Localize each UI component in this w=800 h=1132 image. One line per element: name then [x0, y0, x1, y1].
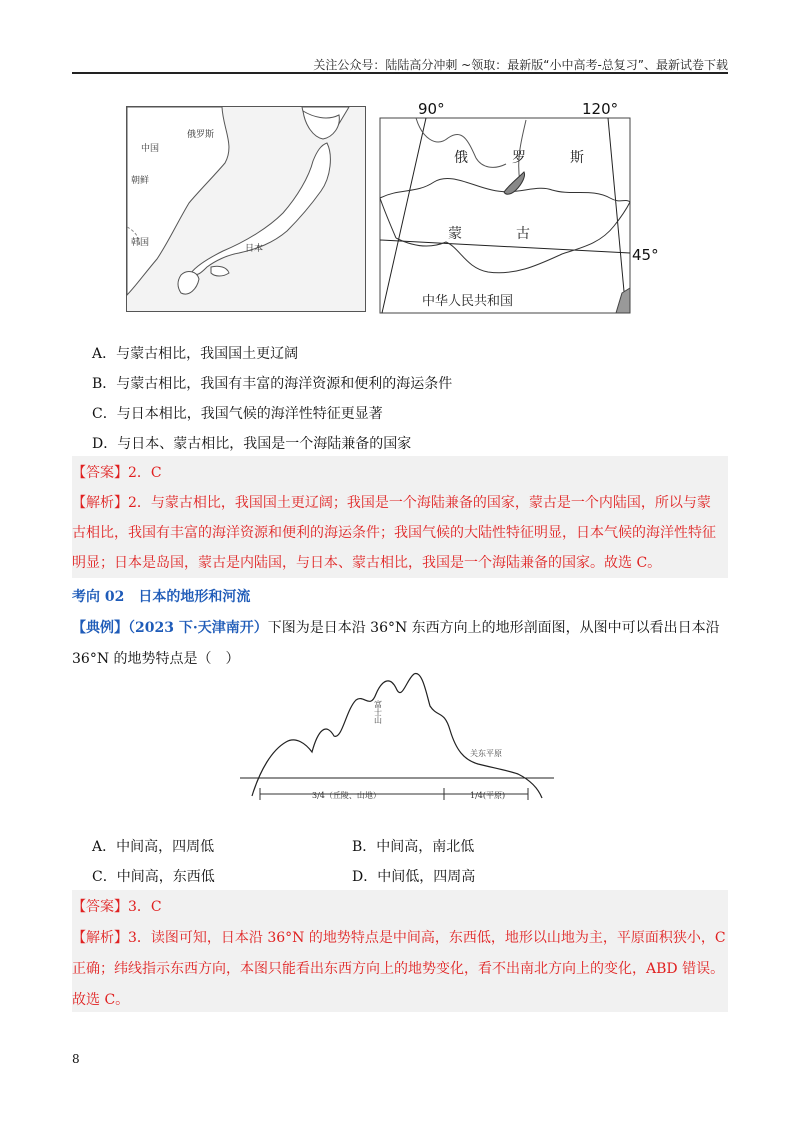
label-lon-90: 90°: [418, 100, 445, 118]
terrain-profile: [238, 670, 558, 810]
map-label-china: 中国: [141, 144, 160, 154]
q2-option-c: C．与日本相比，我国气候的海洋性特征更显著: [92, 406, 383, 422]
label-russia-2: 罗: [512, 150, 526, 166]
q3-analysis-line3: 故选 C。: [72, 992, 130, 1008]
label-mongolia-1: 蒙: [448, 226, 462, 242]
profile-span-left: 3/4（丘陵、山地）: [312, 791, 381, 800]
label-prc: 中华人民共和国: [422, 294, 514, 309]
q2-analysis-line3: 明显；日本是岛国，蒙古是内陆国，与日本、蒙古相比，我国是一个海陆兼备的国家。故选 C。: [72, 555, 662, 571]
label-russia-3: 斯: [570, 150, 584, 166]
label-lat-45: 45°: [632, 246, 659, 264]
page-header: 关注公众号：陆陆高分冲刺 ~领取：最新版“小中高考-总复习”、最新试卷下载: [313, 58, 728, 72]
q3-option-d: D．中间低，四周高: [352, 869, 476, 885]
q3-analysis-line2: 正确；纬线指示东西方向，本图只能看出东西方向上的地势变化，看不出南北方向上的变化，ABD 错误。: [72, 961, 725, 977]
q2-option-d: D．与日本、蒙古相比，我国是一个海陆兼备的国家: [92, 436, 412, 452]
q3-analysis-line1: 【解析】3．读图可知，日本沿 36°N 的地势特点是中间高，东西低，地形以山地为主，平原面积狭小，C: [72, 930, 726, 946]
label-mongolia-2: 古: [516, 226, 530, 242]
header-rule: [72, 72, 728, 74]
page-number: 8: [72, 1052, 80, 1066]
section-title: 考向 02 日本的地形和河流: [72, 589, 251, 605]
q3-answer-block: [72, 890, 728, 1012]
profile-span-right: 1/4(平原): [470, 791, 506, 800]
map-label-north-korea: 朝鲜: [131, 176, 150, 186]
example-line2: 36°N 的地势特点是（ ）: [72, 651, 240, 667]
example-line1: 【典例】（2023 下·天津南开）下图为是日本沿 36°N 东西方向上的地形剖面图，从图中可以看出日本沿: [72, 620, 720, 636]
q3-option-c: C．中间高，东西低: [92, 869, 215, 885]
profile-peak-label: 富士山: [373, 700, 383, 724]
japan-map: [126, 106, 366, 312]
q3-option-a: A．中间高，四周低: [92, 839, 215, 855]
q2-analysis-line1: 【解析】2．与蒙古相比，我国国土更辽阔；我国是一个海陆兼备的国家，蒙古是一个内陆国，所以与蒙: [72, 495, 711, 511]
q3-answer: 【答案】3．C: [72, 899, 162, 915]
map-label-russia: 俄罗斯: [187, 130, 215, 140]
q2-option-b: B．与蒙古相比，我国有丰富的海洋资源和便利的海运条件: [92, 376, 453, 392]
q3-option-b: B．中间高，南北低: [352, 839, 475, 855]
map-label-japan: 日本: [245, 244, 264, 254]
label-russia-1: 俄: [454, 150, 468, 166]
q2-answer: 【答案】2．C: [72, 465, 162, 481]
profile-plain-label: 关东平原: [470, 749, 502, 758]
q2-option-a: A．与蒙古相比，我国国土更辽阔: [92, 346, 299, 362]
q2-analysis-line2: 古相比，我国有丰富的海洋资源和便利的海运条件；我国气候的大陆性特征明显，日本气候的海洋性特征: [72, 525, 716, 541]
mongolia-map: [376, 98, 666, 318]
label-lon-120: 120°: [582, 100, 619, 118]
map-label-south-korea: 韩国: [131, 238, 150, 248]
